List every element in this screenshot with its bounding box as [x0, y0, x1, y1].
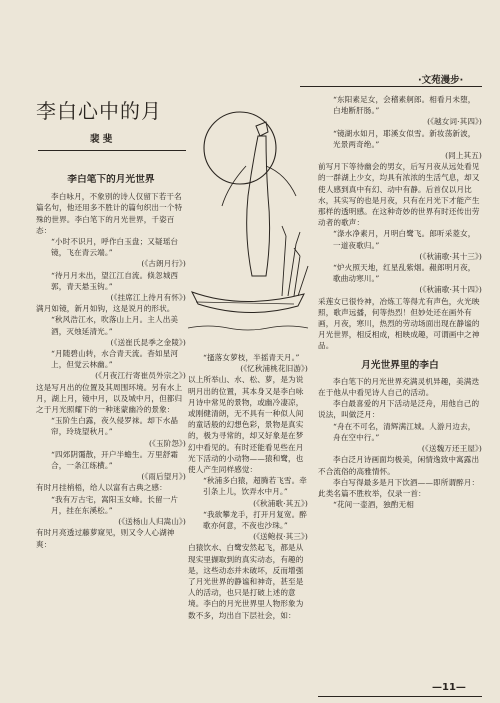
poem-quote: “我有万古宅，嵩阳玉女峰。长留一片月，挂在东溪松。”	[51, 494, 179, 515]
poem-quote: “待月月未出，望江江自流。倏忽城西郭，青天悬玉钩。”	[51, 270, 179, 291]
poem-quote: “秋风浩江水，吹落山上月。主人出美酒，灭烛延清光。”	[51, 315, 179, 336]
poem-quote: “搔落女萝枝，半摇青天月。”	[203, 353, 300, 362]
poem-source: (《玉阶怨》)	[149, 438, 186, 448]
paragraph: 有时月挂梢梧，给人以富有古典之感：	[36, 483, 167, 493]
paragraph: 采莲女已很怜神，冶炼工等得尤有声色，火光映照，歌声远播，何等热烈！但妙处还在画外有画，月夜，寒川，热烈的劳动场面出现在静谧的月光世界，相反相成，相映成趣，可谓画中之神品。	[318, 296, 480, 351]
title-rule	[38, 150, 186, 151]
section-heading: 李白笔下的月光世界	[67, 174, 155, 185]
poem-source: (《送杨山人归嵩山》)	[118, 517, 186, 527]
poem-quote: “小时不识月，呼作白玉盘；又疑瑶台镜，飞在青云端。”	[51, 237, 179, 258]
poem-quote: “炉火照天地，红星乱紫烟。赧郎明月夜，歌曲动寒川。”	[333, 263, 476, 284]
moon-poet-illustration	[186, 96, 310, 348]
paragraph: 李白笔下的月光世界充满灵机异趣，美满迭在于他从中看见诗人自己的活动。	[318, 376, 480, 398]
poem-source: (《秋浦歌·其十四》)	[419, 285, 482, 295]
poet-figure	[247, 122, 270, 276]
poem-source: (《秋浦歌·其十三》)	[419, 251, 482, 261]
paragraph: 李白泛月诗画面均极美，闲情逸致中寓露出不合流俗的高雅情怀。	[318, 455, 480, 476]
column-middle	[188, 352, 308, 677]
section-heading: 月光世界里的李白	[361, 359, 439, 371]
paragraph: 李白最喜爱的月下活动是泛舟，用他自己的说法，叫做泛月：	[318, 399, 480, 420]
page-number: —11—	[432, 682, 466, 693]
poem-source: (同上其五)	[445, 151, 482, 161]
poem-quote: “我欲攀龙手，打开月复宽。醉歌亦何意，不夜也沙珠。”	[203, 509, 307, 531]
paragraph: 李白写得最多是月下饮酒——即所谓醉月：此类名篇不胜枚举，仅录一首：	[318, 477, 480, 498]
poem-source: (《越女词·其四》)	[427, 117, 482, 127]
poem-source: (《送鲍叔·其三》)	[253, 532, 308, 542]
column-left	[36, 174, 186, 679]
poem-source: (《忆秋浦桃花旧游》)	[240, 364, 308, 374]
poem-source: (《古朗月行》)	[141, 259, 186, 269]
poem-quote: “东阳素足女，会稽素舸郎。相看月未堕，白地断肝肠。”	[333, 95, 476, 116]
poem-source: (《挂席江上待月有怀》)	[110, 293, 186, 303]
poem-quote: “舟在不可名，清辉满江城。人游月边去，舟在空中行。”	[333, 421, 476, 442]
footer-rule	[318, 696, 482, 697]
poem-quote: “四郊阴霭散，开户半蟾生。万里舒霜合，一条江练横。”	[51, 449, 179, 471]
poem-quote: “玉阶生白露，夜久侵罗袜。却下水晶帘，玲珑望秋月。”	[51, 416, 179, 437]
reeds-shape	[282, 236, 308, 296]
poem-quote: “淥水净素月，月明白鹭飞。郎听采菱女，一道夜歌归。”	[333, 229, 476, 250]
poem-source: (《送崔氏昆季之金陵》)	[110, 337, 186, 347]
paragraph: 以上所举山、水、松、萝，是为说明月出的位置，其本身又是李白咏月诗中常见的景物，或幽冷凄凉，或刚健清朗，无不具有一种似人间的童话般的幻想色彩，景物是真实的，极为寻常的，却又好象是在梦幻中看见的。有时还能看见些在月光下活动的小动物——猿和鹭，也使人产生同样感觉：	[188, 375, 304, 475]
paragraph: 有时月亮透过藤萝窥见，则又令人心湖神爽：	[36, 528, 175, 549]
paragraph: 前写月下等待幽会的男女，后写月夜从远处看见的一群湖上少女，均具有浓浓的生活气息，却又使人感到真中有幻、动中有静。后首仅以月比水，其实写的也是月夜，只有在月光下才能产生那样的透明感。在这种奇妙的世界有时还传出劳动者的歌声：	[318, 162, 480, 228]
poem-quote: “镜湖水如月，耶溪女似雪。新妆荡新波，光景两奇绝。”	[333, 128, 476, 149]
poem-source: (《秋浦歌·其五》)	[253, 498, 308, 508]
header-rule	[300, 86, 482, 87]
poem-quote: “秋浦多白猿，超腾若飞雪。牵引条上儿，饮弄水中月。”	[203, 476, 307, 497]
poem-quote: “花间一壶酒，独酌无相	[333, 500, 414, 510]
article-title: 李白心中的月	[36, 99, 162, 123]
poem-source: (《送魏万还王屋》)	[421, 444, 482, 454]
section-header: ·文苑漫步·	[418, 75, 464, 86]
paragraph: 李白咏月，不象别的诗人仅留下若干名篇名句，他还用多不胜计的篇句织出一个特殊的世界。李白笔下的月光世界，千姿百态：	[36, 192, 183, 235]
column-right	[318, 94, 482, 679]
poem-source: (《月夜江行寄崔员外宗之》)	[95, 371, 186, 381]
article-author: 裴 斐	[90, 134, 113, 145]
poem-source: (《雨后望月》)	[141, 472, 186, 482]
poem-quote: “月随碧山转，水合青天流。杳如星河上，但觉云林幽。”	[51, 349, 179, 370]
paragraph: 这是写月出的位置及其周围环境。另有水上月，湖上月，镜中月，以及城中月，但都归之于月光照耀下的一种迷蒙幽冷的景象：	[36, 382, 183, 415]
paragraph: 满月如镜，新月如钩，这是说月的形状。	[36, 304, 175, 314]
paragraph: 白猿饮水、白鹭安然起飞，都是从现实里撷取到的真实动态，有趣的是，这些动态并未破坏，反而增强了月光世界的静谧和神奇，甚至是人的活动，也只是打破上述的意境。李白的月光世界里人物形象为数不多，均出自下层社会，如：	[188, 543, 304, 620]
